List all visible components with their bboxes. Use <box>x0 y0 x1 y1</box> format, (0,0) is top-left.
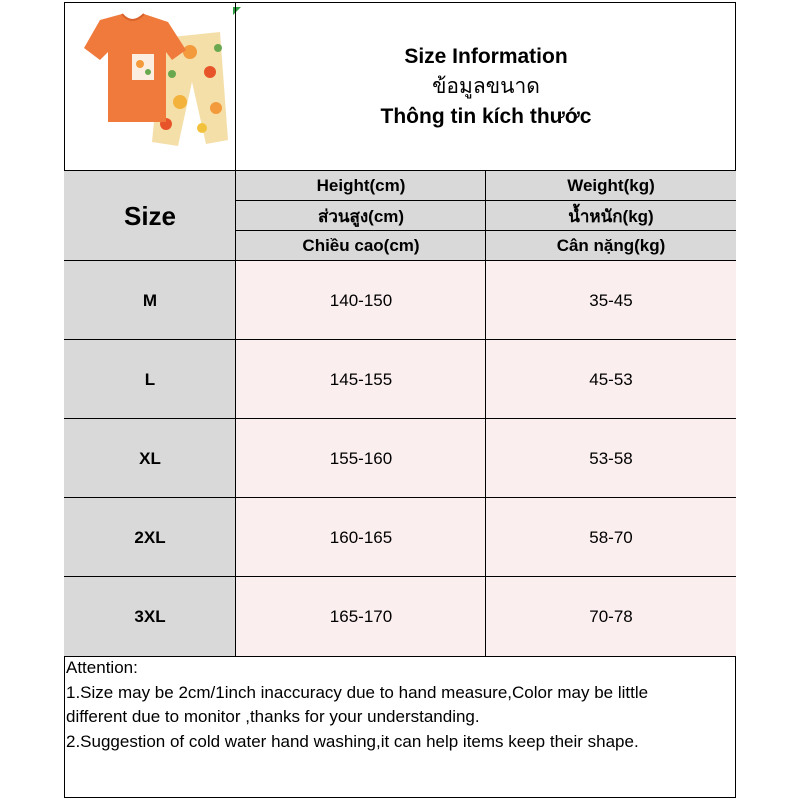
weight-header-en: Weight(kg) <box>485 170 736 201</box>
table-row-size: L <box>64 339 236 419</box>
table-row-weight: 58-70 <box>485 497 736 577</box>
pajama-set-icon <box>70 12 230 162</box>
notes-line: 2.Suggestion of cold water hand washing,it can help items keep their shape. <box>66 731 639 751</box>
product-image-cell <box>64 2 236 171</box>
title-thai: ข้อมูลขนาด <box>432 74 540 98</box>
weight-header-vi: Cân nặng(kg) <box>485 230 736 261</box>
height-header-en: Height(cm) <box>235 170 486 201</box>
table-row-size: 3XL <box>64 576 236 657</box>
notes-line: different due to monitor ,thanks for your understanding. <box>66 707 480 726</box>
weight-header-th: น้ำหนัก(kg) <box>485 200 736 231</box>
table-row-height: 160-165 <box>235 497 486 577</box>
table-row-weight: 35-45 <box>485 260 736 340</box>
size-header-label: Size <box>123 200 177 231</box>
title-vietnamese: Thông tin kích thước <box>380 104 592 128</box>
table-row-size: XL <box>64 418 236 498</box>
attention-notes <box>66 656 734 754</box>
notes-heading: Attention: <box>66 658 138 677</box>
table-row-height: 145-155 <box>235 339 486 419</box>
table-row-height: 155-160 <box>235 418 486 498</box>
table-row-size: M <box>64 260 236 340</box>
notes-line: 1.Size may be 2cm/1inch inaccuracy due to hand measure,Color may be little <box>66 682 649 702</box>
height-header-th: ส่วนสูง(cm) <box>235 200 486 231</box>
title-block <box>235 2 736 171</box>
table-row-height: 140-150 <box>235 260 486 340</box>
table-row-weight: 45-53 <box>485 339 736 419</box>
table-row-weight: 70-78 <box>485 576 736 657</box>
table-row-height: 165-170 <box>235 576 486 657</box>
size-header <box>64 170 236 261</box>
height-header-vi: Chiều cao(cm) <box>235 230 486 261</box>
table-row-size: 2XL <box>64 497 236 577</box>
title-english: Size Information <box>404 44 568 68</box>
table-row-weight: 53-58 <box>485 418 736 498</box>
